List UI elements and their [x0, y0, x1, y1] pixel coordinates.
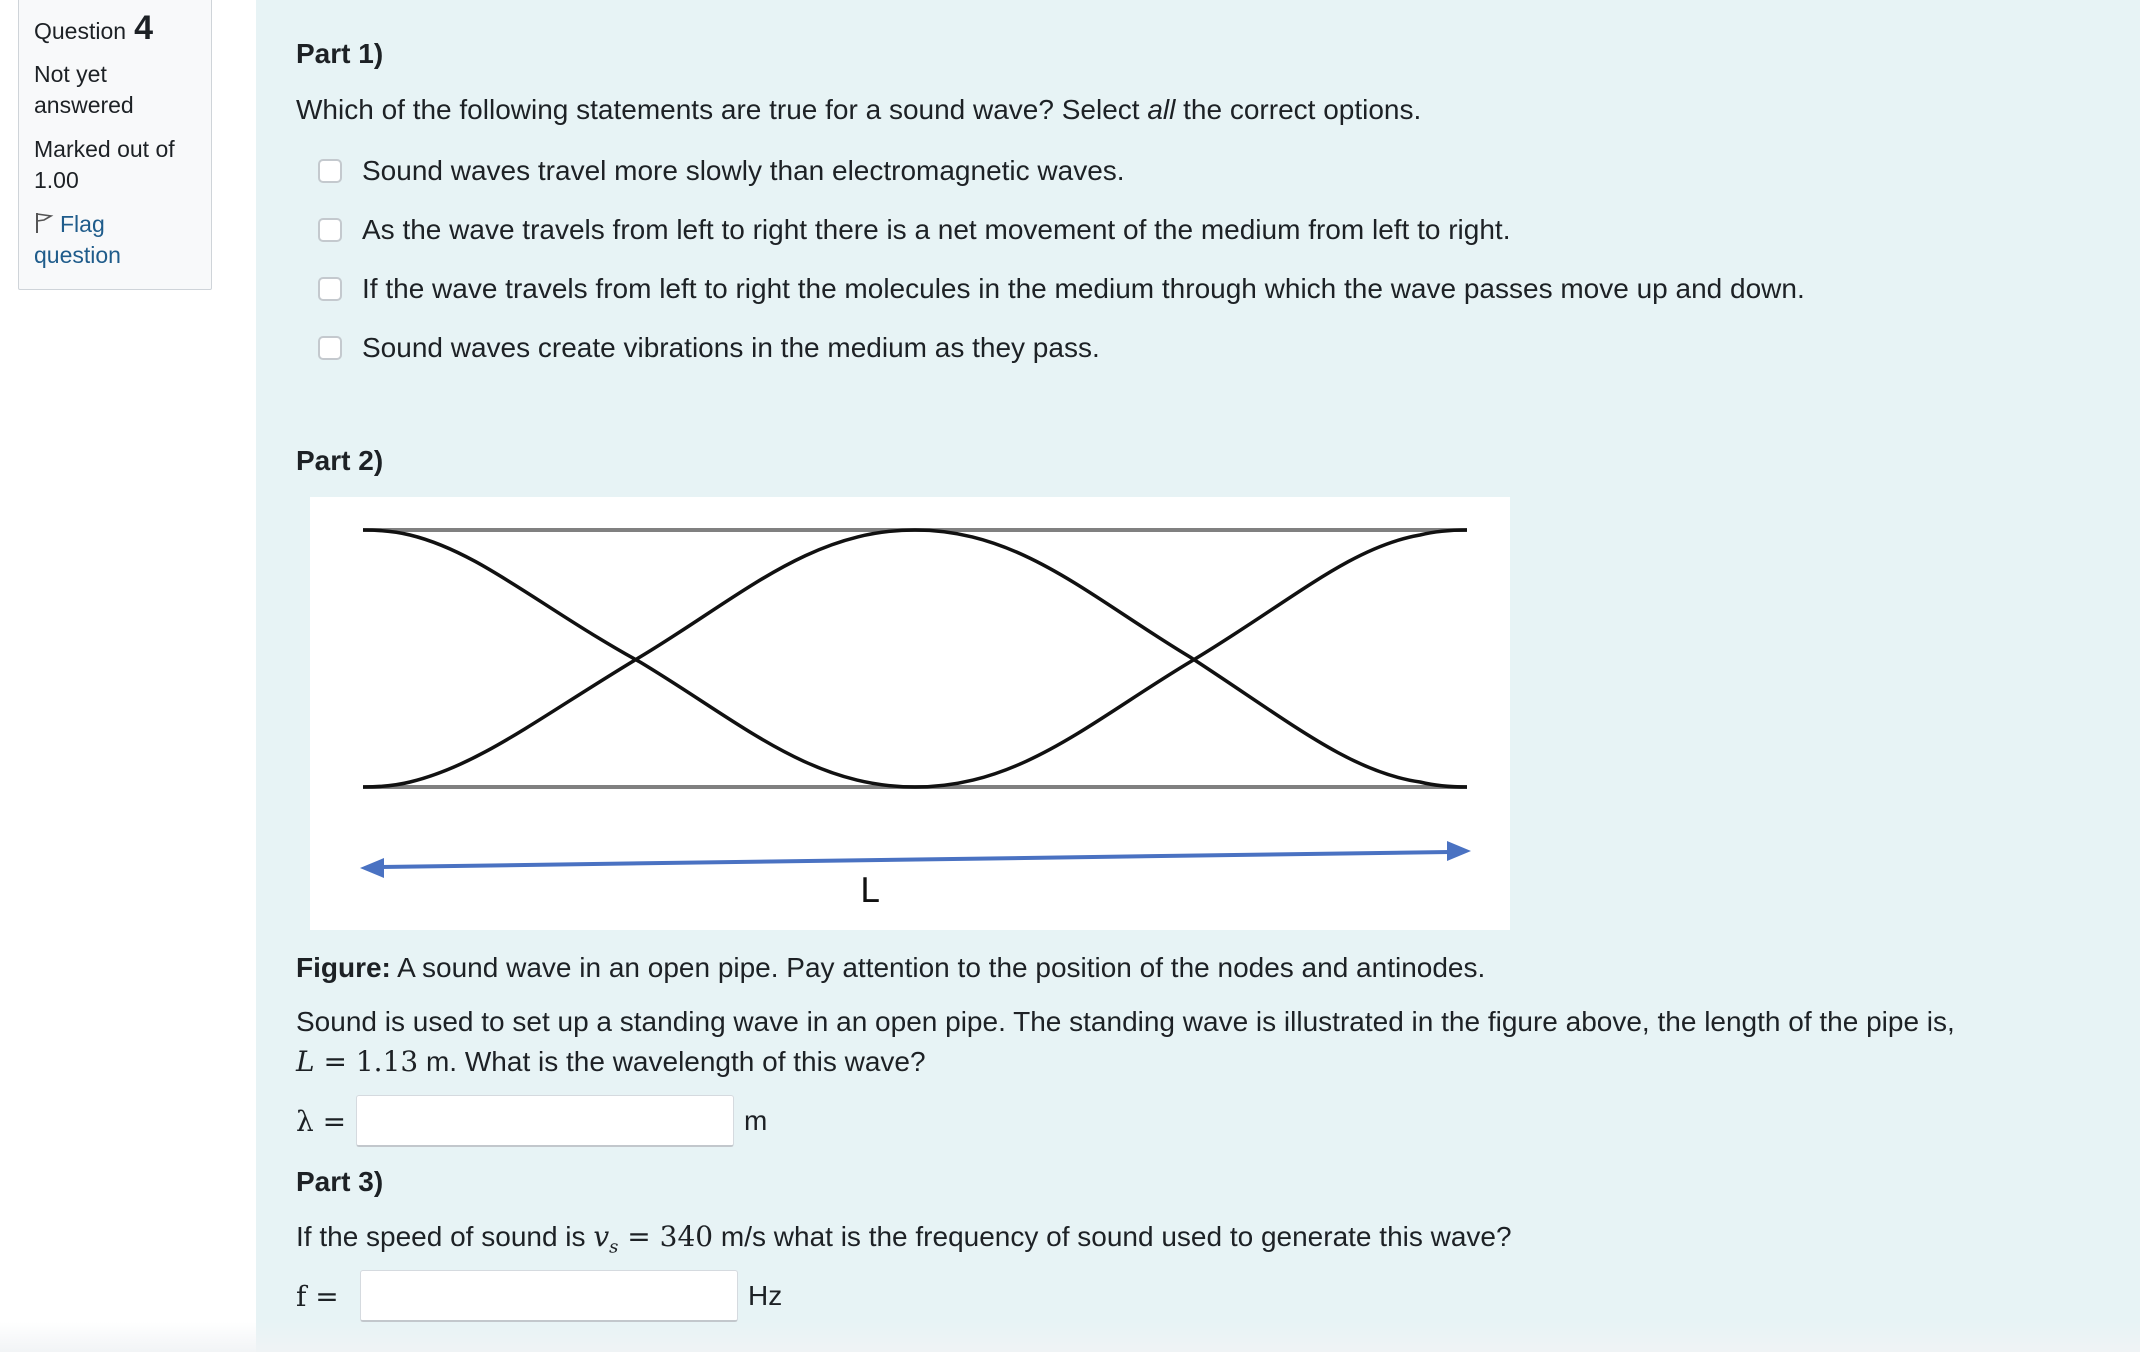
option-3-checkbox[interactable] [318, 277, 342, 301]
length-equals: = [314, 1045, 356, 1078]
part1-title: Part 1) [296, 38, 384, 69]
option-1-label: Sound waves travel more slowly than electromagnetic waves. [362, 155, 1125, 186]
part2-body [296, 1002, 2086, 1082]
option-4-checkbox[interactable] [318, 336, 342, 360]
part2-body-line1: Sound is used to set up a standing wave in an open pipe. The standing wave is illustrated in the figure above, the length of the pipe is, [296, 1006, 1955, 1037]
wavelength-unit: m [744, 1105, 768, 1136]
length-arrow-label: L [860, 871, 879, 911]
length-arrow-right-head [1447, 841, 1471, 861]
flag-icon [34, 212, 54, 234]
frequency-label: f = [296, 1279, 339, 1313]
option-4-label: Sound waves create vibrations in the medium as they pass. [362, 332, 1100, 363]
figure-caption [296, 948, 1485, 988]
speed-equals: = [618, 1220, 660, 1253]
part1-prompt-end: the correct options. [1175, 94, 1422, 125]
option-1[interactable] [318, 155, 1125, 187]
speed-variable: v [593, 1220, 610, 1253]
wave-curve-b [363, 530, 1467, 787]
question-state: Not yet answered [34, 61, 134, 118]
part3-prompt-start: If the speed of sound is [296, 1221, 594, 1252]
wavelength-input[interactable] [356, 1095, 734, 1147]
length-value: 1.13 [355, 1045, 419, 1078]
part2-title: Part 2) [296, 445, 384, 476]
option-3[interactable] [318, 273, 1805, 305]
speed-subscript: s [609, 1236, 619, 1258]
option-3-label: If the wave travels from left to right the molecules in the medium through which the wave passes move up and down. [362, 273, 1805, 304]
bottom-fade [0, 1322, 2140, 1352]
frequency-input[interactable] [360, 1270, 738, 1322]
speed-value: 340 [659, 1220, 714, 1253]
standing-wave-figure [310, 497, 1510, 930]
figure-caption-text: A sound wave in an open pipe. Pay attention to the position of the nodes and antinodes. [390, 952, 1486, 983]
length-arrow-shaft [380, 852, 1450, 867]
part2-body-end: m. What is the wavelength of this wave? [418, 1046, 926, 1077]
part1-prompt [296, 90, 1421, 130]
option-2-label: As the wave travels from left to right there is a net movement of the medium from left to right. [362, 214, 1511, 245]
wavelength-label: λ = [296, 1104, 347, 1138]
question-grade: Marked out of 1.00 [34, 136, 175, 193]
option-2-checkbox[interactable] [318, 218, 342, 242]
frequency-answer-row [296, 1270, 782, 1322]
length-variable: L [296, 1045, 315, 1078]
wavelength-answer-row [296, 1095, 767, 1147]
flag-question-link[interactable] [34, 209, 196, 271]
option-1-checkbox[interactable] [318, 159, 342, 183]
standing-wave-diagram [310, 497, 1510, 930]
part3-prompt-end: m/s what is the frequency of sound used to generate this wave? [713, 1221, 1512, 1252]
wave-curve-a [363, 530, 1467, 787]
question-number: 4 [134, 9, 153, 47]
length-arrow-left-head [360, 858, 384, 878]
question-info-box [18, 0, 212, 290]
figure-caption-label: Figure: [296, 952, 391, 983]
part1-prompt-emphasis: all [1147, 94, 1176, 125]
part1-prompt-start: Which of the following statements are true for a sound wave? Select [296, 94, 1148, 125]
part3-prompt [296, 1217, 1512, 1268]
flag-question-label: Flag question [34, 211, 121, 268]
question-content [256, 0, 2140, 1352]
question-label [34, 9, 196, 47]
option-4[interactable] [318, 332, 1100, 364]
question-label-text: Question [34, 18, 127, 44]
part3-title: Part 3) [296, 1166, 384, 1197]
option-2[interactable] [318, 214, 1510, 246]
frequency-unit: Hz [748, 1280, 783, 1311]
